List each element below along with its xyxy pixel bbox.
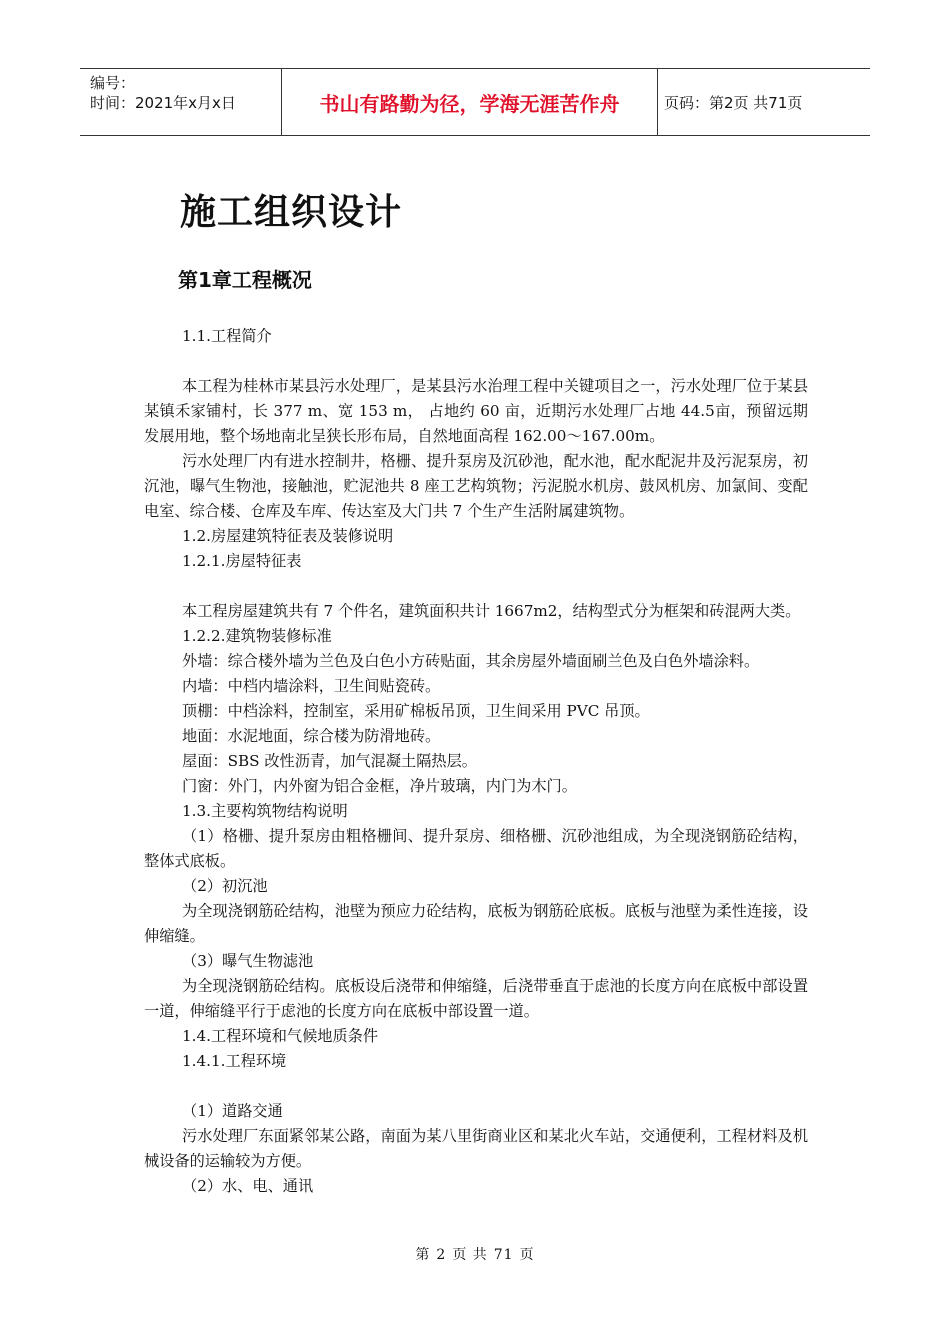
section-heading: 1.4.工程环境和气候地质条件 <box>182 1027 379 1045</box>
paragraph: 污水处理厂内有进水控制井，格栅、提升泵房及沉砂池，配水池，配水配泥井及污泥泵房，初沉池，曝气生物池，接触池，贮泥池共 8 座工艺构筑物；污泥脱水机房、鼓风机房、加氯间、变配电室、综合楼、仓库及车库、传达室及大门共 7 个生产生活附属建筑物。 <box>144 452 808 520</box>
paragraph: 污水处理厂东面紧邻某公路，南面为某八里街商业区和某北火车站，交通便利，工程材料及机械设备的运输较为方便。 <box>144 1127 808 1170</box>
footer-page-prefix: 第 <box>415 1247 431 1263</box>
chapter-heading: 第1章工程概况 <box>178 268 312 292</box>
document-title: 施工组织设计 <box>180 192 403 233</box>
header-number-label: 编号： <box>90 74 136 92</box>
header-motto: 书山有路勤为径，学海无涯苦作舟 <box>282 69 658 135</box>
header-meta <box>80 69 282 135</box>
paragraph: 本工程房屋建筑共有 7 个件名，建筑面积共计 1667m2，结构型式分为框架和砖混两大类。 <box>182 602 801 620</box>
paragraph: （3）曝气生物滤池 <box>182 952 314 970</box>
section-heading: 1.1.工程简介 <box>182 327 272 345</box>
paragraph: 地面：水泥地面，综合楼为防滑地砖。 <box>182 727 441 745</box>
section-heading: 1.3.主要构筑物结构说明 <box>182 802 348 820</box>
footer-page-suffix: 页 <box>519 1247 535 1263</box>
footer-total-pages: 71 <box>493 1247 514 1263</box>
section-heading: 1.2.房屋建筑特征表及装修说明 <box>182 527 394 545</box>
paragraph: 顶棚：中档涂料，控制室，采用矿棉板吊顶，卫生间采用 PVC 吊顶。 <box>182 702 650 720</box>
document-body <box>144 324 808 1199</box>
paragraph: 内墙：中档内墙涂料，卫生间贴瓷砖。 <box>182 677 441 695</box>
header-page-info: 页码：第2页 共71页 <box>664 93 803 112</box>
paragraph: 本工程为桂林市某县污水处理厂，是某县污水治理工程中关键项目之一，污水处理厂位于某县某镇禾家铺村，长 377 m、宽 153 m， 占地约 60 亩，近期污水处理厂占地 44.5亩，预留远期发展用地，整个场地南北呈狭长形布局，自然地面高程 162.00～167.00m。 <box>144 377 808 445</box>
subsection-heading: 1.2.1.房屋特征表 <box>182 552 302 570</box>
header-time-label: 时间：2021年x月x日 <box>90 94 236 112</box>
paragraph: 为全现浇钢筋砼结构，池壁为预应力砼结构，底板为钢筋砼底板。底板与池壁为柔性连接，设伸缩缝。 <box>144 902 808 945</box>
footer-page-mid: 页 共 <box>452 1247 488 1263</box>
subsection-heading: 1.2.2.建筑物装修标准 <box>182 627 332 645</box>
paragraph: （2）初沉池 <box>182 877 268 895</box>
paragraph: 外墙：综合楼外墙为兰色及白色小方砖贴面，其余房屋外墙面刷兰色及白色外墙涂料。 <box>182 652 760 670</box>
paragraph: 门窗：外门，内外窗为铝合金框，净片玻璃，内门为木门。 <box>182 777 577 795</box>
page-footer <box>0 1244 950 1264</box>
paragraph: （1）格栅、提升泵房由粗格栅间、提升泵房、细格栅、沉砂池组成，为全现浇钢筋砼结构，整体式底板。 <box>144 827 808 870</box>
paragraph: （1）道路交通 <box>182 1102 283 1120</box>
footer-page-number: 2 <box>436 1247 447 1263</box>
paragraph: 屋面：SBS 改性沥青，加气混凝土隔热层。 <box>182 752 477 770</box>
subsection-heading: 1.4.1.工程环境 <box>182 1052 287 1070</box>
page-header <box>80 68 870 136</box>
paragraph: （2）水、电、通讯 <box>182 1177 314 1195</box>
paragraph: 为全现浇钢筋砼结构。底板设后浇带和伸缩缝，后浇带垂直于虑池的长度方向在底板中部设置一道，伸缩缝平行于虑池的长度方向在底板中部设置一道。 <box>144 977 808 1020</box>
